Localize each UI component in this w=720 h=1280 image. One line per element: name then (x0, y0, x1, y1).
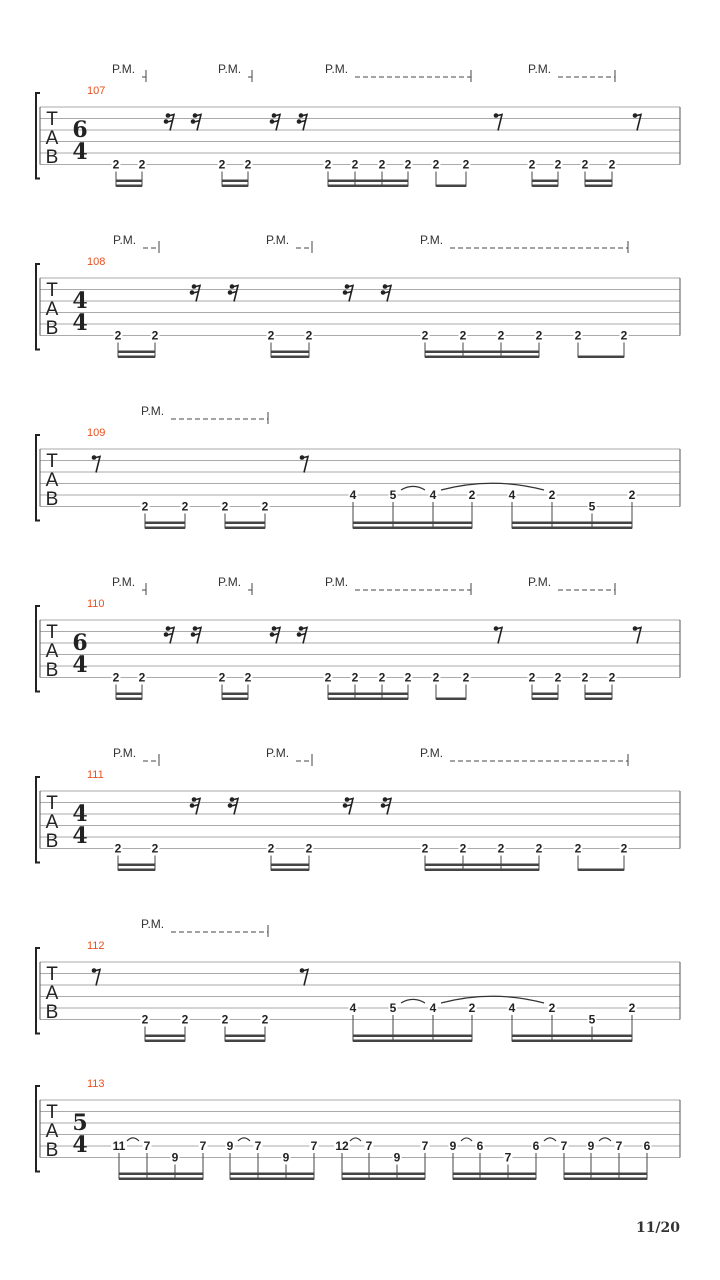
fret-number: 2 (421, 841, 429, 856)
sixteenth-rest (164, 626, 174, 643)
sixteenth-rest (164, 113, 174, 130)
sixteenth-rest (270, 113, 280, 130)
measure-number: 113 (87, 1078, 105, 1090)
tab-clef-letter: B (45, 489, 59, 510)
time-signature-top: 6 (72, 117, 88, 143)
beam (222, 185, 248, 188)
beam (353, 527, 472, 530)
beam (532, 693, 558, 696)
beam (585, 698, 612, 701)
sixteenth-rest (297, 113, 307, 130)
palm-mute-label: P.M. (266, 746, 290, 760)
beam (512, 527, 632, 530)
fret-number: 2 (459, 841, 467, 856)
tie-arc (441, 996, 544, 1003)
tab-clef-letter: T (46, 622, 58, 643)
palm-mute-label: P.M. (141, 404, 165, 418)
tab-clef-letter: T (46, 280, 58, 301)
system-bracket (36, 264, 40, 350)
fret-number: 2 (432, 157, 440, 172)
fret-number: 2 (535, 328, 543, 343)
fret-number: 2 (581, 157, 589, 172)
fret-number: 2 (244, 670, 252, 685)
palm-mute-label: P.M. (528, 575, 552, 589)
fret-number: 2 (497, 841, 505, 856)
fret-number: 7 (560, 1139, 568, 1153)
beam (118, 869, 155, 872)
palm-mute-label: P.M. (141, 917, 165, 931)
fret-number: 4 (508, 1001, 516, 1015)
fret-number: 5 (588, 1012, 596, 1027)
tab-system (36, 746, 680, 871)
fret-number: 2 (528, 157, 536, 172)
palm-mute-label: P.M. (528, 62, 552, 76)
time-signature-bottom: 4 (72, 139, 88, 165)
fret-number: 2 (548, 488, 556, 502)
tie-arc (350, 1138, 361, 1141)
fret-number: 5 (389, 1001, 397, 1015)
sixteenth-rest (191, 626, 201, 643)
eighth-rest (300, 455, 308, 472)
tab-system (36, 233, 680, 358)
time-signature-top: 4 (72, 288, 88, 314)
fret-number: 7 (199, 1139, 207, 1153)
beam (532, 185, 558, 188)
beam (353, 522, 472, 525)
beam (436, 185, 466, 188)
fret-number: 2 (138, 157, 146, 172)
beam (118, 351, 155, 354)
sixteenth-rest (270, 626, 280, 643)
tab-clef-letter: B (45, 1002, 59, 1023)
palm-mute-label: P.M. (325, 575, 349, 589)
fret-number: 2 (324, 157, 332, 172)
tie-arc (401, 999, 425, 1003)
beam (119, 1178, 203, 1181)
fret-number: 2 (261, 499, 269, 514)
fret-number: 2 (181, 499, 189, 514)
fret-number: 2 (581, 670, 589, 685)
tie-arc (544, 1138, 556, 1141)
fret-number: 5 (588, 499, 596, 514)
tab-system (36, 404, 680, 529)
beam (225, 527, 265, 530)
beam (425, 356, 539, 359)
beam (116, 185, 142, 188)
beam (328, 693, 408, 696)
beam (328, 180, 408, 183)
fret-number: 2 (554, 157, 562, 172)
palm-mute-label: P.M. (325, 62, 349, 76)
sixteenth-rest (381, 797, 391, 814)
beam (353, 1040, 472, 1043)
tab-clef-letter: T (46, 109, 58, 130)
beam (230, 1178, 314, 1181)
measure-number: 111 (87, 769, 104, 781)
tab-system (36, 917, 680, 1042)
tab-clef-letter: A (45, 812, 59, 833)
time-signature-bottom: 4 (72, 823, 88, 849)
fret-number: 2 (468, 1001, 476, 1015)
beam (425, 869, 539, 872)
eighth-rest (494, 626, 502, 643)
fret-number: 4 (429, 488, 437, 502)
beam (119, 1173, 203, 1176)
fret-number: 2 (608, 157, 616, 172)
system-bracket (36, 777, 40, 863)
tab-system (36, 62, 680, 187)
beam (425, 351, 539, 354)
system-bracket (36, 606, 40, 692)
fret-number: 2 (535, 841, 543, 856)
time-signature-bottom: 4 (72, 310, 88, 336)
fret-number: 2 (404, 670, 412, 685)
fret-number: 2 (548, 1001, 556, 1015)
rest-stem (92, 970, 100, 986)
beam (145, 1040, 185, 1043)
time-signature-bottom: 4 (72, 1132, 88, 1158)
rest-stem (494, 628, 502, 644)
fret-number: 6 (532, 1139, 540, 1153)
beam (118, 356, 155, 359)
beam (230, 1173, 314, 1176)
fret-number: 9 (171, 1150, 179, 1165)
tab-clef-letter: B (45, 660, 59, 681)
beam (425, 864, 539, 867)
fret-number: 2 (554, 670, 562, 685)
measure-number: 110 (87, 598, 105, 610)
tab-clef-letter: A (45, 128, 59, 149)
beam (564, 1178, 647, 1181)
palm-mute-label: P.M. (218, 575, 242, 589)
beam (328, 698, 408, 701)
beam (578, 869, 624, 872)
fret-number: 2 (261, 1012, 269, 1027)
tab-clef-letter: A (45, 983, 59, 1004)
beam (222, 180, 248, 183)
rest-stem (494, 115, 502, 131)
fret-number: 11 (112, 1139, 126, 1153)
measure-number: 109 (87, 427, 106, 439)
fret-number: 2 (574, 328, 582, 343)
rest-stem (300, 457, 308, 473)
fret-number: 2 (574, 841, 582, 856)
palm-mute-label: P.M. (266, 233, 290, 247)
fret-number: 2 (608, 670, 616, 685)
beam (145, 1035, 185, 1038)
system-bracket (36, 93, 40, 179)
sixteenth-rest (191, 113, 201, 130)
fret-number: 2 (421, 328, 429, 343)
beam (225, 1040, 265, 1043)
sixteenth-rest (228, 797, 238, 814)
measure-number: 108 (87, 256, 106, 268)
sixteenth-rest (190, 284, 200, 301)
fret-number: 4 (349, 1001, 357, 1015)
fret-number: 2 (462, 670, 470, 685)
tab-clef-letter: B (45, 318, 59, 339)
eighth-rest (633, 113, 641, 130)
fret-number: 9 (587, 1139, 595, 1153)
beam (116, 180, 142, 183)
beam (512, 1035, 632, 1038)
tab-clef-letter: A (45, 1121, 59, 1142)
tab-system (36, 1078, 680, 1180)
fret-number: 7 (365, 1139, 373, 1153)
fret-number: 9 (226, 1139, 234, 1153)
beam (585, 180, 612, 183)
palm-mute-label: P.M. (112, 62, 136, 76)
fret-number: 2 (218, 157, 226, 172)
palm-mute-label: P.M. (420, 746, 444, 760)
time-signature-bottom: 4 (72, 652, 88, 678)
fret-number: 2 (432, 670, 440, 685)
time-signature-top: 5 (72, 1110, 88, 1136)
tie-arc (461, 1138, 472, 1141)
eighth-rest (494, 113, 502, 130)
fret-number: 7 (615, 1139, 623, 1153)
fret-number: 2 (628, 488, 636, 502)
beam (145, 522, 185, 525)
fret-number: 7 (504, 1150, 512, 1165)
beam (564, 1173, 647, 1176)
palm-mute-label: P.M. (218, 62, 242, 76)
fret-number: 7 (143, 1139, 151, 1153)
fret-number: 7 (310, 1139, 318, 1153)
beam (532, 180, 558, 183)
beam (453, 1178, 536, 1181)
system-bracket (36, 435, 40, 521)
measure-number: 112 (87, 940, 105, 952)
eighth-rest (633, 626, 641, 643)
fret-number: 7 (254, 1139, 262, 1153)
fret-number: 2 (244, 157, 252, 172)
fret-number: 7 (421, 1139, 429, 1153)
sixteenth-rest (343, 284, 353, 301)
beam (225, 522, 265, 525)
rest-stem (633, 115, 641, 131)
fret-number: 2 (267, 328, 275, 343)
beam (328, 185, 408, 188)
time-signature-top: 4 (72, 801, 88, 827)
tab-clef-letter: T (46, 1102, 58, 1123)
rest-stem (300, 970, 308, 986)
rest-stem (633, 628, 641, 644)
eighth-rest (92, 968, 100, 985)
sixteenth-rest (343, 797, 353, 814)
sixteenth-rest (297, 626, 307, 643)
fret-number: 2 (620, 841, 628, 856)
tab-clef-letter: B (45, 147, 59, 168)
palm-mute-label: P.M. (113, 233, 137, 247)
beam (271, 351, 309, 354)
tab-system (36, 575, 680, 700)
tab-clef-letter: A (45, 470, 59, 491)
beam (585, 185, 612, 188)
beam (145, 527, 185, 530)
fret-number: 2 (351, 157, 359, 172)
fret-number: 2 (112, 157, 120, 172)
tie-arc (238, 1138, 250, 1141)
beam (512, 1040, 632, 1043)
beam (578, 356, 624, 359)
beam (118, 864, 155, 867)
tab-clef-letter: B (45, 831, 59, 852)
tab-clef-letter: A (45, 299, 59, 320)
tab-clef-letter: T (46, 964, 58, 985)
beam (532, 698, 558, 701)
fret-number: 2 (497, 328, 505, 343)
fret-number: 2 (221, 1012, 229, 1027)
fret-number: 2 (404, 157, 412, 172)
fret-number: 4 (429, 1001, 437, 1015)
fret-number: 2 (351, 670, 359, 685)
fret-number: 9 (393, 1150, 401, 1165)
fret-number: 2 (267, 841, 275, 856)
tie-arc (401, 486, 425, 490)
fret-number: 2 (151, 841, 159, 856)
beam (271, 864, 309, 867)
beam (271, 356, 309, 359)
eighth-rest (92, 455, 100, 472)
beam (271, 869, 309, 872)
fret-number: 2 (628, 1001, 636, 1015)
beam (512, 522, 632, 525)
system-bracket (36, 948, 40, 1034)
beam (222, 693, 248, 696)
fret-number: 2 (141, 1012, 149, 1027)
tie-arc (441, 483, 544, 490)
fret-number: 2 (138, 670, 146, 685)
page-number (628, 1220, 688, 1236)
fret-number: 2 (378, 670, 386, 685)
palm-mute-label: P.M. (113, 746, 137, 760)
tab-clef-letter: A (45, 641, 59, 662)
fret-number: 2 (324, 670, 332, 685)
tab-clef-letter: T (46, 793, 58, 814)
eighth-rest (300, 968, 308, 985)
fret-number: 2 (305, 841, 313, 856)
fret-number: 12 (335, 1139, 349, 1153)
fret-number: 2 (620, 328, 628, 343)
fret-number: 2 (468, 488, 476, 502)
fret-number: 2 (218, 670, 226, 685)
fret-number: 2 (462, 157, 470, 172)
fret-number: 2 (114, 328, 122, 343)
beam (116, 693, 142, 696)
fret-number: 4 (349, 488, 357, 502)
fret-number: 9 (449, 1139, 457, 1153)
fret-number: 2 (114, 841, 122, 856)
time-signature-top: 6 (72, 630, 88, 656)
sixteenth-rest (381, 284, 391, 301)
page-number-text: 11/20 (635, 1220, 681, 1236)
fret-number: 2 (141, 499, 149, 514)
fret-number: 2 (181, 1012, 189, 1027)
fret-number: 2 (459, 328, 467, 343)
fret-number: 6 (643, 1139, 651, 1153)
measure-number: 107 (87, 85, 106, 97)
beam (116, 698, 142, 701)
fret-number: 5 (389, 488, 397, 502)
fret-number: 2 (151, 328, 159, 343)
beam (353, 1035, 472, 1038)
beam (342, 1178, 425, 1181)
fret-number: 2 (378, 157, 386, 172)
beam (585, 693, 612, 696)
fret-number: 2 (305, 328, 313, 343)
tab-clef-letter: T (46, 451, 58, 472)
beam (225, 1035, 265, 1038)
beam (436, 698, 466, 701)
fret-number: 9 (282, 1150, 290, 1165)
fret-number: 2 (112, 670, 120, 685)
beam (222, 698, 248, 701)
beam (453, 1173, 536, 1176)
tie-arc (599, 1138, 611, 1141)
rest-stem (92, 457, 100, 473)
fret-number: 2 (221, 499, 229, 514)
sixteenth-rest (228, 284, 238, 301)
fret-number: 4 (508, 488, 516, 502)
palm-mute-label: P.M. (112, 575, 136, 589)
fret-number: 6 (476, 1139, 484, 1153)
sixteenth-rest (190, 797, 200, 814)
tie-arc (127, 1138, 139, 1141)
palm-mute-label: P.M. (420, 233, 444, 247)
beam (342, 1173, 425, 1176)
system-bracket (36, 1086, 40, 1172)
fret-number: 2 (528, 670, 536, 685)
tab-clef-letter: B (45, 1140, 59, 1161)
